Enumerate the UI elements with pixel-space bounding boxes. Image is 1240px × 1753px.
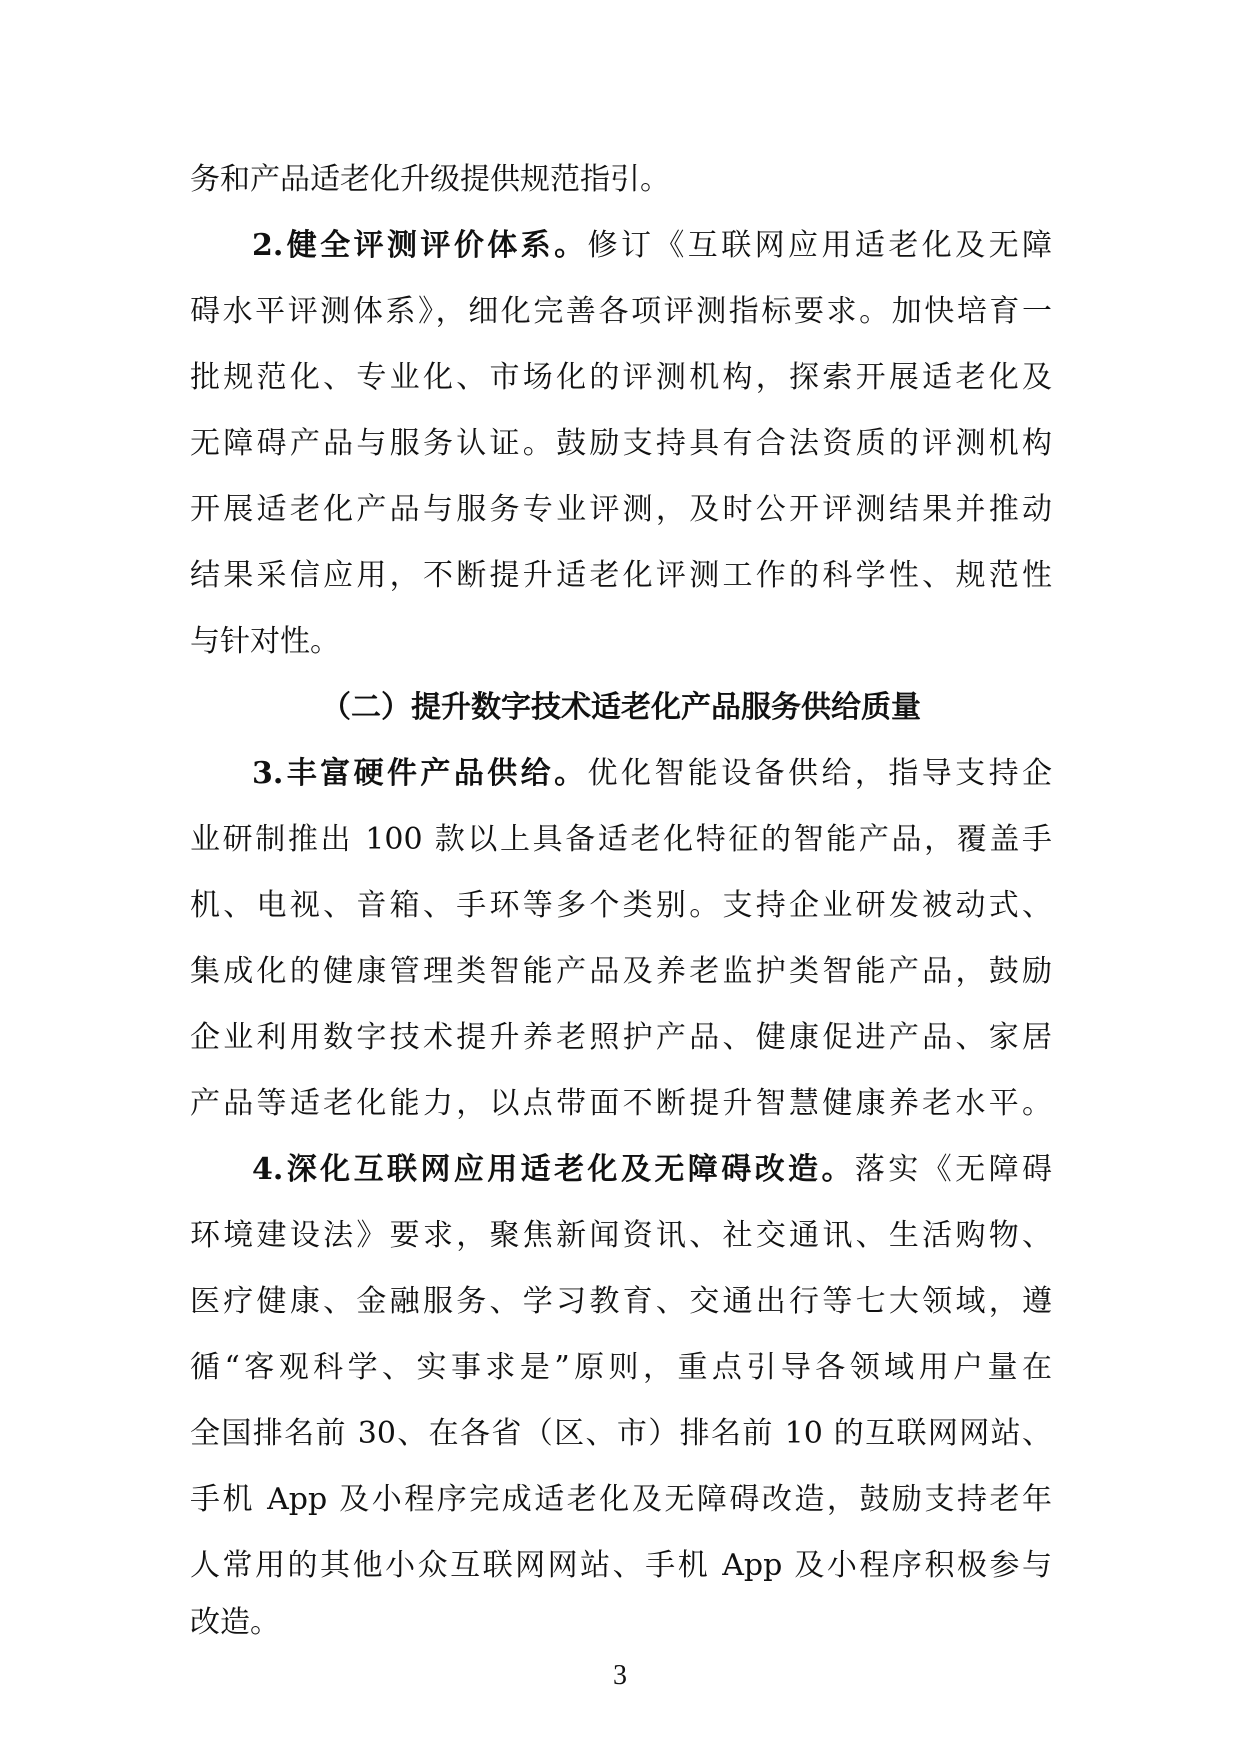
line-text: 开展适老化产品与服务专业评测，及时公开评测结果并推动: [190, 492, 1052, 527]
line-text: 人常用的其他小众互联网网站、手机 App 及小程序积极参与: [190, 1548, 1052, 1583]
paragraph-line: [190, 807, 1052, 873]
line-text: 优化智能设备供给，指导支持企: [587, 756, 1052, 791]
line-text: 产品等适老化能力，以点带面不断提升智慧健康养老水平。: [190, 1086, 1052, 1121]
paragraph-line: [190, 1467, 1052, 1533]
item-3-heading-line: [252, 741, 1052, 807]
section-heading: [190, 675, 1052, 741]
line-text: 无障碍产品与服务认证。鼓励支持具有合法资质的评测机构: [190, 426, 1052, 461]
paragraph-line: [190, 939, 1052, 1005]
line-text: 机、电视、音箱、手环等多个类别。支持企业研发被动式、: [190, 888, 1052, 923]
paragraph-line: [190, 1203, 1052, 1269]
line-text: 与针对性。: [190, 624, 340, 659]
line-text: 结果采信应用，不断提升适老化评测工作的科学性、规范性: [190, 558, 1052, 593]
paragraph-line: [190, 279, 1052, 345]
paragraph-line: [190, 543, 1052, 609]
paragraph-line: [190, 345, 1052, 411]
paragraph-line: [190, 873, 1052, 939]
paragraph-line: [190, 1401, 1052, 1467]
line-text: 修订《互联网应用适老化及无障: [587, 228, 1052, 263]
paragraph-line: [190, 1590, 1052, 1656]
item-2-heading-line: [252, 213, 1052, 279]
line-text: 医疗健康、金融服务、学习教育、交通出行等七大领域，遵: [190, 1284, 1052, 1319]
paragraph-line: [190, 147, 1052, 213]
item-4-lead: 4.深化互联网应用适老化及无障碍改造。: [252, 1152, 855, 1187]
item-3-lead: 3.丰富硬件产品供给。: [252, 756, 588, 791]
line-text: 循“客观科学、实事求是”原则，重点引导各领域用户量在: [190, 1350, 1052, 1385]
paragraph-line: [190, 609, 1052, 675]
page-number: 3: [613, 1660, 627, 1691]
line-text: 改造。: [190, 1605, 280, 1640]
line-text: 全国排名前 30、在各省（区、市）排名前 10 的互联网网站、: [190, 1416, 1052, 1451]
paragraph-line: [190, 1005, 1052, 1071]
line-text: 务和产品适老化升级提供规范指引。: [190, 162, 670, 197]
paragraph-line: [190, 1071, 1052, 1137]
line-text: 落实《无障碍: [854, 1152, 1052, 1187]
line-text: 手机 App 及小程序完成适老化及无障碍改造，鼓励支持老年: [190, 1482, 1052, 1517]
paragraph-line: [190, 477, 1052, 543]
section-heading-text: （二）提升数字技术适老化产品服务供给质量: [321, 690, 921, 725]
paragraph-line: [190, 1269, 1052, 1335]
line-text: 业研制推出 100 款以上具备适老化特征的智能产品，覆盖手: [190, 822, 1052, 857]
line-text: 环境建设法》要求，聚焦新闻资讯、社交通讯、生活购物、: [190, 1218, 1052, 1253]
line-text: 集成化的健康管理类智能产品及养老监护类智能产品，鼓励: [190, 954, 1052, 989]
item-2-lead: 2.健全评测评价体系。: [252, 228, 588, 263]
line-text: 碍水平评测体系》，细化完善各项评测指标要求。加快培育一: [190, 294, 1052, 329]
paragraph-line: [190, 411, 1052, 477]
line-text: 批规范化、专业化、市场化的评测机构，探索开展适老化及: [190, 360, 1052, 395]
paragraph-line: [190, 1335, 1052, 1401]
item-4-heading-line: [252, 1137, 1052, 1203]
line-text: 企业利用数字技术提升养老照护产品、健康促进产品、家居: [190, 1020, 1052, 1055]
